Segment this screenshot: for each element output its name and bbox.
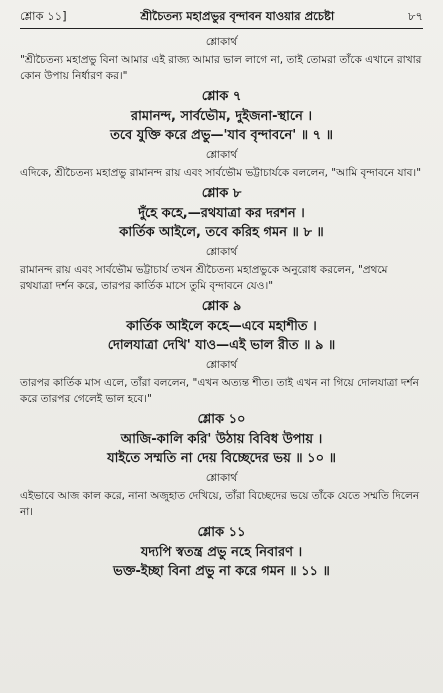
running-header <box>20 8 423 26</box>
translation-heading: শ্লোকার্থ <box>205 472 238 484</box>
translation-text: "শ্রীচৈতন্য মহাপ্রভু বিনা আমার এই রাজ্য আমার ভাল লাগে না, তাই তোমরা তাঁকে এখানে রাখার কোন উপায় নির্ধারণ কর।" <box>20 54 422 82</box>
translation-heading: শ্লোকার্থ <box>205 246 238 258</box>
verse-line: আজি-কালি করি' উঠায় বিবিধ উপায় । <box>120 432 323 447</box>
translation-heading: শ্লোকার্থ <box>205 149 238 161</box>
verse-heading: শ্লোক ১১ <box>197 525 246 540</box>
verse-heading: শ্লোক ১০ <box>197 412 246 427</box>
verse-line: যাইতে সম্মতি না দেয় বিচ্ছেদের ভয় ॥ ১০ ॥ <box>107 451 336 466</box>
verse-line: ভক্ত-ইচ্ছা বিনা প্রভু না করে গমন ॥ ১১ ॥ <box>113 564 330 579</box>
translation-text: এইভাবে আজ কাল করে, নানা অজুহাত দেখিয়ে, তাঁরা বিচ্ছেদের ভয়ে তাঁকে যেতে সম্মতি দিলেন না। <box>20 490 420 518</box>
translation-heading: শ্লোকার্থ <box>205 359 238 371</box>
verse-heading: শ্লোক ৯ <box>201 299 242 314</box>
translation-text: এদিকে, শ্রীচৈতন্য মহাপ্রভু রামানন্দ রায় এবং সার্বভৌম ভট্টাচার্যকে বললেন, "আমি বৃন্দাবনে যাব।" <box>20 167 422 179</box>
verse-line: দুঁহে কহে,—রথযাত্রা কর দরশন । <box>138 206 305 221</box>
verse-line: দোলযাত্রা দেখি' যাও—এই ভাল রীত ॥ ৯ ॥ <box>107 338 336 353</box>
verse-line: কার্তিক আইলে কহে—এবে মহাশীত । <box>126 319 317 334</box>
page-number: ৮৭ <box>408 9 423 23</box>
page-body <box>20 35 423 581</box>
translation-text: রামানন্দ রায় এবং সার্বভৌম ভট্টাচার্য তখন শ্রীচৈতন্য মহাপ্রভুকে অনুরোধ করলেন, "প্রথমে রথযাত্রা দর্শন করে, তারপর কার্তিক মাসে তুমি বৃন্দাবনে যেও।" <box>20 264 388 292</box>
verse-heading: শ্লোক ৮ <box>201 186 242 201</box>
verse-line: রামানন্দ, সার্বভৌম, দুইজনা-স্থানে । <box>130 109 313 124</box>
translation-text: তারপর কার্তিক মাস এলে, তাঁরা বললেন, "এখন অত্যন্ত শীত। তাই এখন না গিয়ে দোলযাত্রা দর্শন করে তারপর গেলেই ভাল হবে।" <box>20 377 419 405</box>
header-divider <box>20 28 423 29</box>
verse-heading: শ্লোক ৭ <box>201 89 242 104</box>
header-chapter-title: শ্রীচৈতন্য মহাপ্রভুর বৃন্দাবন যাওয়ার প্রচেষ্টা <box>140 9 335 23</box>
header-verse-ref: শ্লোক ১১] <box>20 9 67 23</box>
verse-line: যদ্যপি স্বতন্ত্র প্রভু নহে নিবারণ । <box>140 545 303 560</box>
verse-line: তবে যুক্তি করে প্রভু—'যাব বৃন্দাবনে' ॥ ৭ ॥ <box>110 128 333 143</box>
translation-heading: শ্লোকার্থ <box>205 36 238 48</box>
verse-line: কার্তিক আইলে, তবে করিহ গমন ॥ ৮ ॥ <box>119 225 324 240</box>
